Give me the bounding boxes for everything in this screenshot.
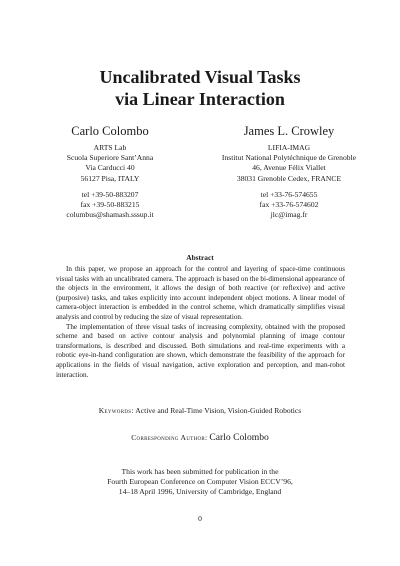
- affiliation-line: LIFIA-IMAG: [267, 143, 311, 152]
- submission-note-line: Fourth European Conference on Computer Vision ECCV’96,: [107, 477, 293, 486]
- author-name-crowley: James L. Crowley: [243, 124, 335, 138]
- affiliation-line: 46, Avenue Félix Viallet: [252, 163, 326, 173]
- contact-tel: tel +33-76-574655: [260, 190, 318, 199]
- contact-fax: fax +33-76-574602: [259, 200, 319, 210]
- affiliation-line: 38031 Grenoble Cedex, FRANCE: [236, 173, 342, 183]
- keywords-value: Active and Real-Time Vision, Vision-Guided Robotics: [135, 406, 302, 415]
- keywords-label: Keywords:: [98, 406, 134, 415]
- abstract-paragraph: The implementation of three visual tasks of increasing complexity, obtained with the proposed scheme and based on active contour analysis and polynomial planning of image contour transformations, is described and discussed. Both simulations and real-time experiments with a robotic eye-in-hand configuration are shown, which demonstrate the feasibility of the approach for applications in the fields of visual navigation, active exploration and perception, and man-robot interaction.: [56, 322, 345, 379]
- title-line-2: via Linear Interaction: [115, 89, 285, 109]
- author-affiliation-colombo: [10, 143, 210, 184]
- submission-note-line: 14–18 April 1996, University of Cambridge, England: [118, 487, 282, 496]
- affiliation-line: Via Carducci 40: [85, 163, 135, 173]
- contact-email: jlc@imag.fr: [270, 210, 308, 220]
- submission-note: [0, 467, 400, 497]
- author-contact-crowley: [189, 190, 389, 221]
- author-name-colombo: Carlo Colombo: [71, 124, 149, 138]
- page-number: 0: [198, 514, 202, 523]
- submission-note-line: This work has been submitted for publication in the: [121, 467, 279, 476]
- corresponding-author-label: Corresponding Author:: [131, 433, 208, 442]
- title-line-1: Uncalibrated Visual Tasks: [99, 67, 301, 87]
- contact-email: columbus@shamash.sssup.it: [66, 210, 154, 220]
- affiliation-line: ARTS Lab: [93, 143, 127, 152]
- paper-title: [0, 66, 400, 110]
- contact-tel: tel +39-50-883207: [81, 190, 139, 199]
- keywords-line: [0, 406, 400, 415]
- affiliation-line: 56127 Pisa, ITALY: [80, 173, 140, 183]
- corresponding-author-name: Carlo Colombo: [209, 432, 269, 443]
- affiliation-line: Institut National Polytéchnique de Grenoble: [221, 153, 357, 163]
- author-contact-colombo: [10, 190, 210, 221]
- author-affiliation-crowley: [189, 143, 389, 184]
- abstract-heading: Abstract: [186, 253, 214, 262]
- affiliation-line: Scuola Superiore Sant’Anna: [66, 153, 154, 163]
- corresponding-author-line: [0, 432, 400, 443]
- abstract-body: [56, 265, 345, 380]
- contact-fax: fax +39-50-883215: [80, 200, 140, 210]
- abstract-paragraph: In this paper, we propose an approach for the control and layering of space-time continuous visual tasks with an uncalibrated camera. The approach is based on the bi-dimensional appearance of the objects in the environment, it allows the design of both reactive (or reflexive) and active (purposive) tasks, and takes explicitly into account independent object motions. A linear model of camera-object interaction is embedded in the control scheme, which dramatically simplifies visual analysis and control by reducing the size of visual representation.: [56, 265, 345, 321]
